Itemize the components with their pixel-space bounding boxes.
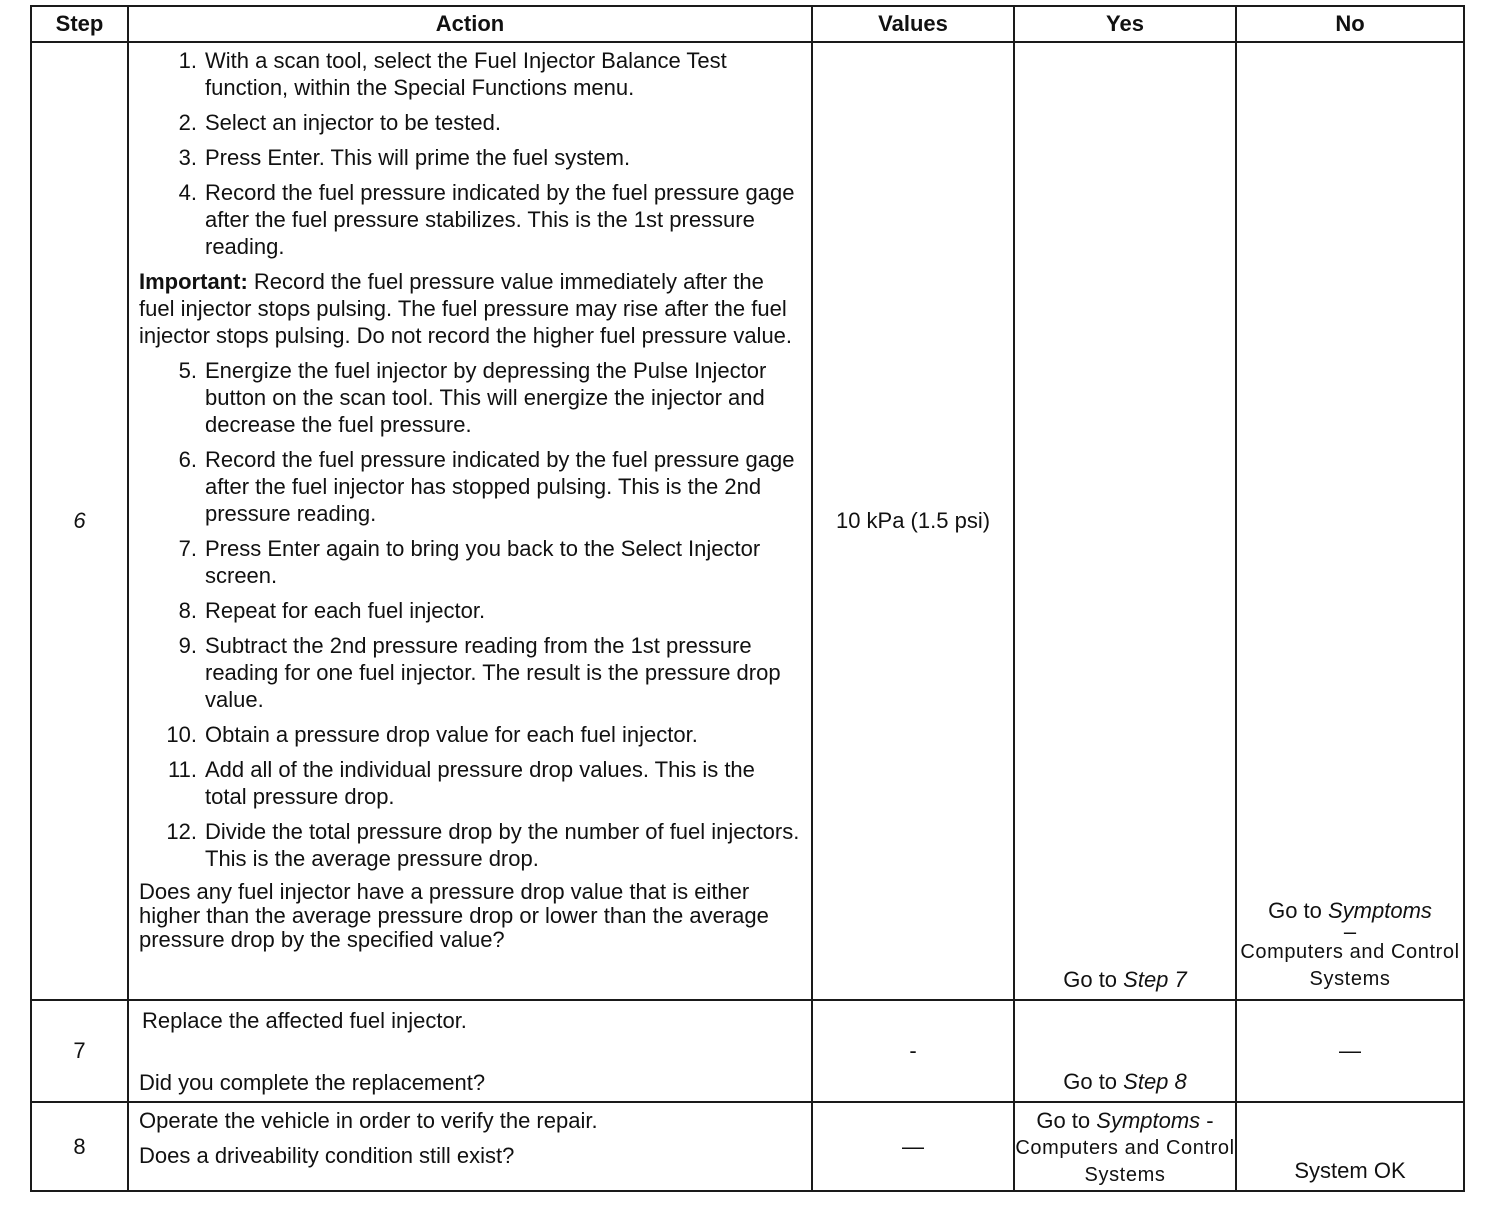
list-item: 6. Record the fuel pressure indicated by the fuel pressure gage after the fuel injector has stopped pulsing. This is the 2nd pressure reading. xyxy=(178,447,795,526)
goto-symptoms-link[interactable]: Symptoms xyxy=(1096,1108,1201,1133)
list-item: 7. Press Enter again to bring you back to the Select Injector screen. xyxy=(178,536,761,588)
goto-symptoms-link[interactable]: Symptoms xyxy=(1328,898,1432,923)
important-note: Important: Record the fuel pressure value immediately after the fuel injector stops pulsing. The fuel pressure may rise after the fuel injector stops pulsing. Do not record the higher fuel pressure value. xyxy=(139,269,793,348)
header-yes: Yes xyxy=(1014,6,1236,42)
list-item: 11. Add all of the individual pressure drop values. This is the total pressure drop. xyxy=(168,757,755,809)
list-item: 4. Record the fuel pressure indicated by the fuel pressure gage after the fuel pressure stabilizes. This is the 1st pressure reading. xyxy=(178,180,795,259)
header-row xyxy=(31,6,1464,42)
procedure-list-a xyxy=(139,47,801,260)
diagnostic-table xyxy=(30,5,1465,1192)
symptoms-subtitle: Computers and Control Systems xyxy=(1015,1137,1235,1186)
symptoms-subtitle: Computers and Control Systems xyxy=(1240,941,1460,990)
header-values: Values xyxy=(812,6,1014,42)
yes-cell: Go to Step 7 xyxy=(1014,42,1236,1000)
list-item: 9. Subtract the 2nd pressure reading from the 1st pressure reading for one fuel injector. The result is the pressure drop value. xyxy=(178,633,781,712)
values-cell: 10 kPa (1.5 psi) xyxy=(812,42,1014,1000)
decision-question: Did you complete the replacement? xyxy=(139,1070,486,1095)
action-cell xyxy=(128,1000,812,1102)
step-number: 6 xyxy=(31,42,128,1000)
values-cell: — xyxy=(812,1102,1014,1191)
header-step: Step xyxy=(31,6,128,42)
action-text: Operate the vehicle in order to verify the repair. xyxy=(139,1108,598,1133)
goto-step-8-link[interactable]: Step 8 xyxy=(1123,1069,1187,1094)
list-item: 3. Press Enter. This will prime the fuel system. xyxy=(178,145,631,170)
yes-cell: Go to Step 8 xyxy=(1014,1000,1236,1102)
step-number: 8 xyxy=(31,1102,128,1191)
no-cell: Go to Symptoms – Computers and Control Systems xyxy=(1236,42,1464,1000)
decision-question: Does any fuel injector have a pressure drop value that is either higher than the average pressure drop or lower than the average pressure drop by the specified value? xyxy=(139,879,769,952)
action-cell xyxy=(128,42,812,1000)
list-item: 2. Select an injector to be tested. xyxy=(178,110,501,135)
list-item: 1. With a scan tool, select the Fuel Injector Balance Test function, within the Special Functions menu. xyxy=(178,48,727,100)
list-item: 12. Divide the total pressure drop by the number of fuel injectors. This is the average pressure drop. xyxy=(166,819,800,871)
no-cell: System OK xyxy=(1236,1102,1464,1191)
values-cell: - xyxy=(812,1000,1014,1102)
no-cell: — xyxy=(1236,1000,1464,1102)
goto-step-7-link[interactable]: Step 7 xyxy=(1123,967,1187,992)
yes-cell: Go to Symptoms - Computers and Control Systems xyxy=(1014,1102,1236,1191)
action-text: Replace the affected fuel injector. xyxy=(142,1008,467,1033)
dash: – xyxy=(1343,919,1357,944)
decision-question: Does a driveability condition still exist? xyxy=(139,1143,515,1168)
table-row-step-6 xyxy=(31,42,1464,1000)
procedure-list-b xyxy=(139,357,801,872)
step-number: 7 xyxy=(31,1000,128,1102)
list-item: 8. Repeat for each fuel injector. xyxy=(178,598,486,623)
header-action: Action xyxy=(128,6,812,42)
table-row-step-7 xyxy=(31,1000,1464,1102)
list-item: 5. Energize the fuel injector by depressing the Pulse Injector button on the scan tool. This will energize the injector and decrease the fuel pressure. xyxy=(178,358,767,437)
action-cell xyxy=(128,1102,812,1191)
list-item: 10. Obtain a pressure drop value for each fuel injector. xyxy=(166,722,698,747)
table-row-step-8 xyxy=(31,1102,1464,1191)
header-no: No xyxy=(1236,6,1464,42)
